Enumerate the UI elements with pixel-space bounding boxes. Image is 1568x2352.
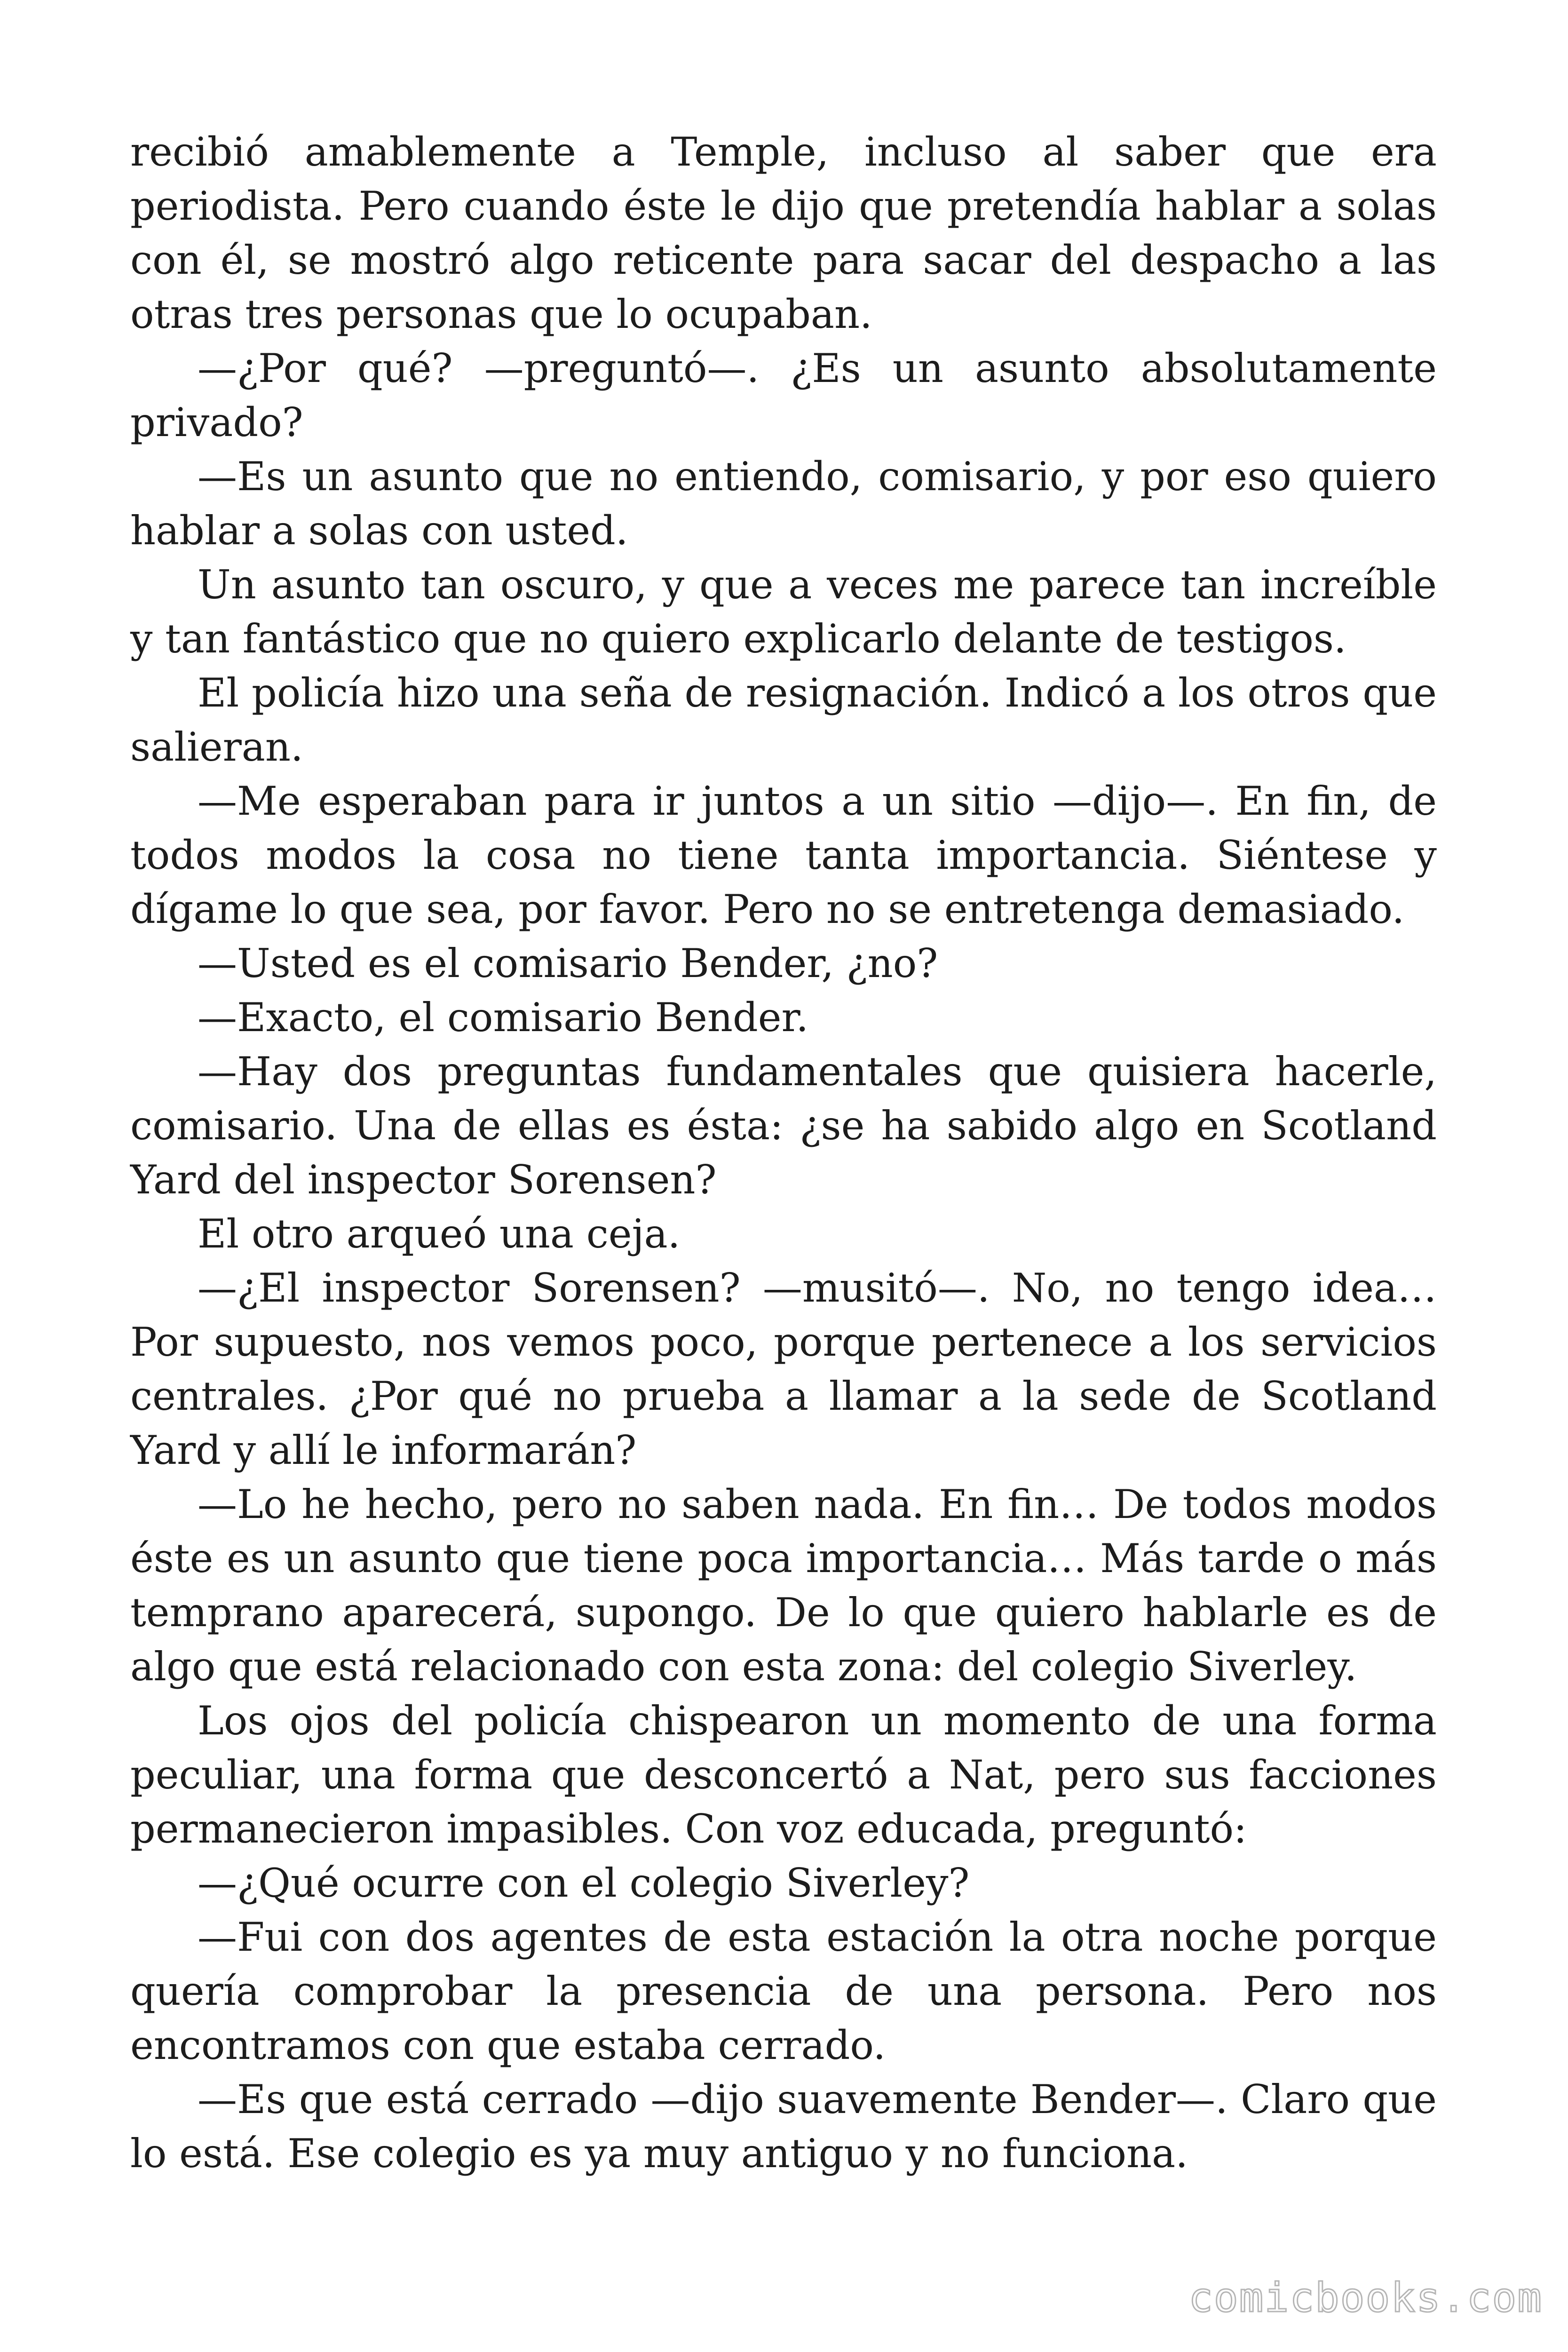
paragraph: —Fui con dos agentes de esta estación la otra noche porque quería comprobar la presencia de una persona. Pero nos encontramos con que estaba cerrado. <box>130 1914 1437 2068</box>
watermark: comicbooks.com <box>1188 2274 1543 2321</box>
paragraph: —¿El inspector Sorensen? —musitó—. No, no tengo idea… Por supuesto, nos vemos poco, porque pertenece a los servicios centrales. ¿Por qué no prueba a llamar a la sede de Scotland Yard y allí le informarán? <box>130 1265 1437 1473</box>
paragraph: —¿Por qué? —preguntó—. ¿Es un asunto absolutamente privado? <box>130 345 1437 445</box>
paragraph: —Lo he hecho, pero no saben nada. En fin… De todos modos éste es un asunto que tiene poca importancia… Más tarde o más temprano aparecerá, supongo. De lo que quiero hablarle es de algo que está relacionado con esta zona: del colegio Siverley. <box>130 1481 1437 1690</box>
paragraph: El policía hizo una seña de resignación. Indicó a los otros que salieran. <box>130 670 1437 770</box>
paragraph: Los ojos del policía chispearon un momento de una forma peculiar, una forma que desconcertó a Nat, pero sus facciones permanecieron impasibles. Con voz educada, preguntó: <box>130 1698 1437 1852</box>
paragraph: —Es un asunto que no entiendo, comisario, y por eso quiero hablar a solas con usted. <box>130 453 1437 554</box>
paragraph: —Hay dos preguntas fundamentales que quisiera hacerle, comisario. Una de ellas es ésta: ¿se ha sabido algo en Scotland Yard del inspector Sorensen? <box>130 1049 1437 1203</box>
book-page-text <box>130 125 1437 2181</box>
paragraph: —Me esperaban para ir juntos a un sitio —dijo—. En fin, de todos modos la cosa no tiene tanta importancia. Siéntese y dígame lo que sea, por favor. Pero no se entretenga demasiado. <box>130 778 1437 932</box>
paragraph: —Exacto, el comisario Bender. <box>198 994 809 1041</box>
paragraph: Un asunto tan oscuro, y que a veces me parece tan increíble y tan fantástico que no quiero explicarlo delante de testigos. <box>130 562 1437 662</box>
paragraph: recibió amablemente a Temple, incluso al saber que era periodista. Pero cuando éste le dijo que pretendía hablar a solas con él, se mostró algo reticente para sacar del despacho a las otras tres personas que lo ocupaban. <box>130 129 1437 337</box>
paragraph: —¿Qué ocurre con el colegio Siverley? <box>198 1860 970 1906</box>
paragraph: —Es que está cerrado —dijo suavemente Bender—. Claro que lo está. Ese colegio es ya muy antiguo y no funciona. <box>130 2076 1437 2177</box>
paragraph: El otro arqueó una ceja. <box>198 1211 681 1257</box>
paragraph: —Usted es el comisario Bender, ¿no? <box>198 940 938 986</box>
